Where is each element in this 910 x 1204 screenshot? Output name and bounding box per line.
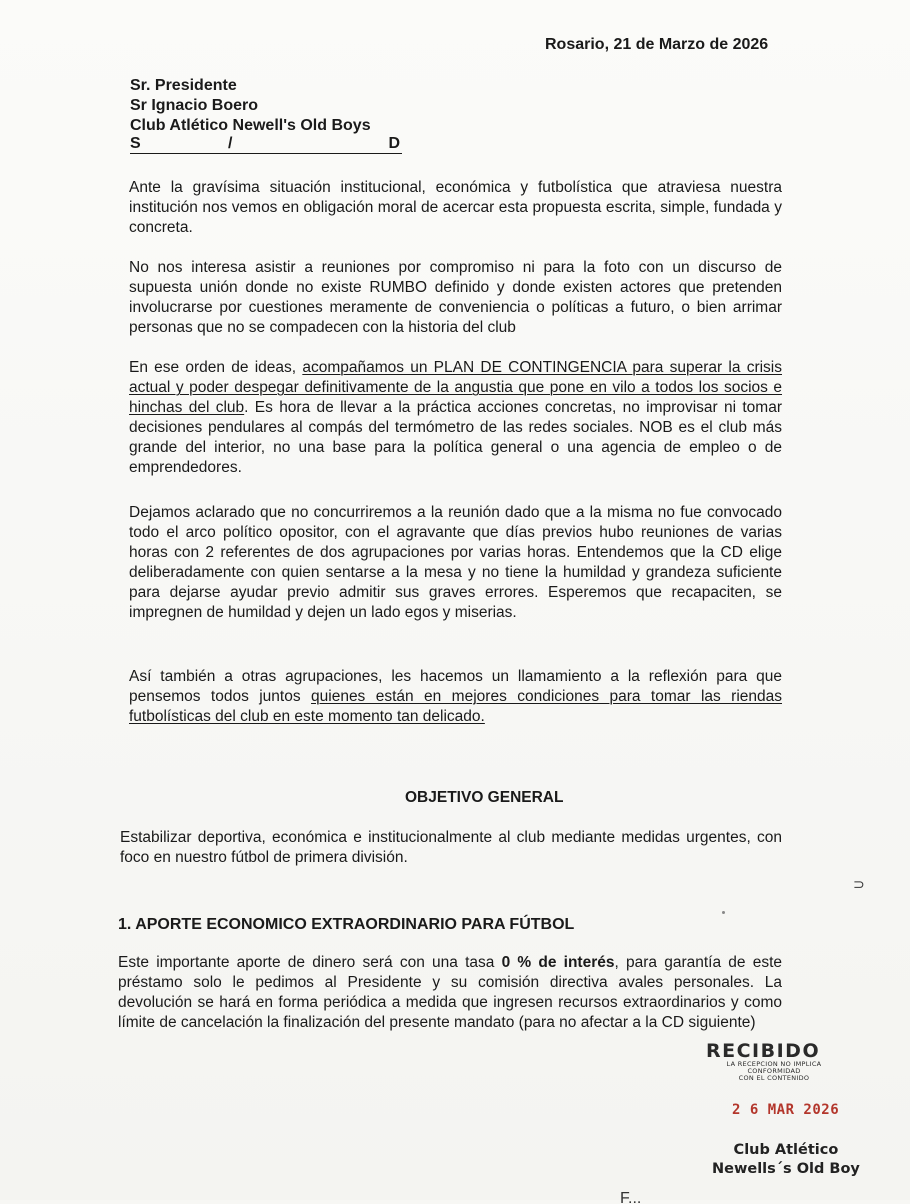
section-1-heading: 1. APORTE ECONOMICO EXTRAORDINARIO PARA FÚTBOL xyxy=(118,916,575,933)
stamp-subtitle-3: CON EL CONTENIDO xyxy=(738,1074,810,1082)
section-1-text-a: Este importante aporte de dinero será con una tasa xyxy=(118,954,502,971)
sd-d: D xyxy=(388,135,400,152)
stamp-subtitle-1: LA RECEPCION NO IMPLICA xyxy=(726,1060,822,1068)
stamp-title: RECIBIDO xyxy=(706,1040,821,1062)
sd-signature-line xyxy=(130,134,402,154)
stamp-subtitle xyxy=(704,1061,844,1082)
paragraph-5 xyxy=(129,667,782,727)
stamp-subtitle-2: CONFORMIDAD xyxy=(747,1067,801,1075)
margin-mark-icon: ⊃ xyxy=(853,876,865,892)
stamp-club-line-1: Club Atlético xyxy=(733,1142,839,1158)
stamp-club-line-2: Newells´s Old Boy xyxy=(712,1161,860,1177)
sd-s: S xyxy=(130,135,141,152)
sd-slash: / xyxy=(228,135,233,152)
date-line: Rosario, 21 de Marzo de 2026 xyxy=(545,36,769,53)
section-1-text-bold: 0 % de interés xyxy=(501,954,615,971)
paragraph-3-underlined: acompañamos un PLAN DE CONTINGENCIA para superar la crisis actual y poder despegar definitivamente de la angustia que pone en vilo a todos los socios e hinchas del club xyxy=(129,359,782,416)
received-stamp xyxy=(704,1040,854,1100)
footer-cut-text: F... xyxy=(620,1190,642,1204)
paragraph-5-intro: Así también a otras agrupaciones, les hacemos un llamamiento a la reflexión para que pensemos todos juntos xyxy=(129,668,782,705)
paragraph-1: Ante la gravísima situación institucional, económica y futbolística que atraviesa nuestra institución nos vemos en obligación moral de acercar esta propuesta escrita, simple, fundada y concreta. xyxy=(129,179,782,236)
stamp-date: 2 6 MAR 2026 xyxy=(732,1102,840,1118)
paragraph-4: Dejamos aclarado que no concurriremos a la reunión dado que a la misma no fue convocado todo el arco político opositor, con el agravante que días previos hubo reuniones de varias horas con 2 referentes de dos agrupaciones por varias horas. Entendemos que la CD elige deliberadamente con quien sentarse a la mesa y no tiene la humildad y grandeza suficiente para dejarse ayudar previo admitir sus graves errores. Esperemos que recapaciten, se impregnen de humildad y dejen un lado egos y miserias. xyxy=(129,504,782,621)
paragraph-2: No nos interesa asistir a reuniones por compromiso ni para la foto con un discurso de supuesta unión donde no existe RUMBO definido y donde existen actores que pretenden involucrarse por cuestiones meramente de conveniencia o políticas a futuro, o bien arrimar personas que no se compadecen con la historia del club xyxy=(129,259,782,336)
paragraph-3-rest: . Es hora de llevar a la práctica acciones concretas, no improvisar ni tomar decisiones pendulares al compás del termómetro de las redes sociales. NOB es el club más grande del interior, no una base para la política general o una agencia de empleo o de emprendedores. xyxy=(129,399,782,476)
section-1-text xyxy=(118,953,782,1033)
stamp-club xyxy=(712,1141,860,1179)
speck-dot xyxy=(722,911,725,914)
paragraph-5-underlined: quienes están en mejores condiciones para tomar las riendas futbolísticas del club en este momento tan delicado. xyxy=(129,688,782,725)
addressee-club: Club Atlético Newell's Old Boys xyxy=(130,117,371,134)
paragraph-3-intro: En ese orden de ideas, xyxy=(129,359,303,376)
objective-text: Estabilizar deportiva, económica e institucionalmente al club mediante medidas urgentes, con foco en nuestro fútbol de primera división. xyxy=(120,829,782,866)
addressee-title: Sr. Presidente xyxy=(130,77,237,94)
paragraph-3 xyxy=(129,358,782,478)
addressee-block xyxy=(130,76,371,136)
objective-heading: OBJETIVO GENERAL xyxy=(405,789,564,806)
addressee-name: Sr Ignacio Boero xyxy=(130,97,259,114)
section-1-text-b: , para garantía de este préstamo solo le pedimos al Presidente y su comisión directiva avales personales. La devolución se hará en forma periódica a medida que ingresen recursos extraordinarios y como límite de cancelación la finalización del presente mandato (para no afectar a la CD siguiente) xyxy=(118,954,782,1031)
